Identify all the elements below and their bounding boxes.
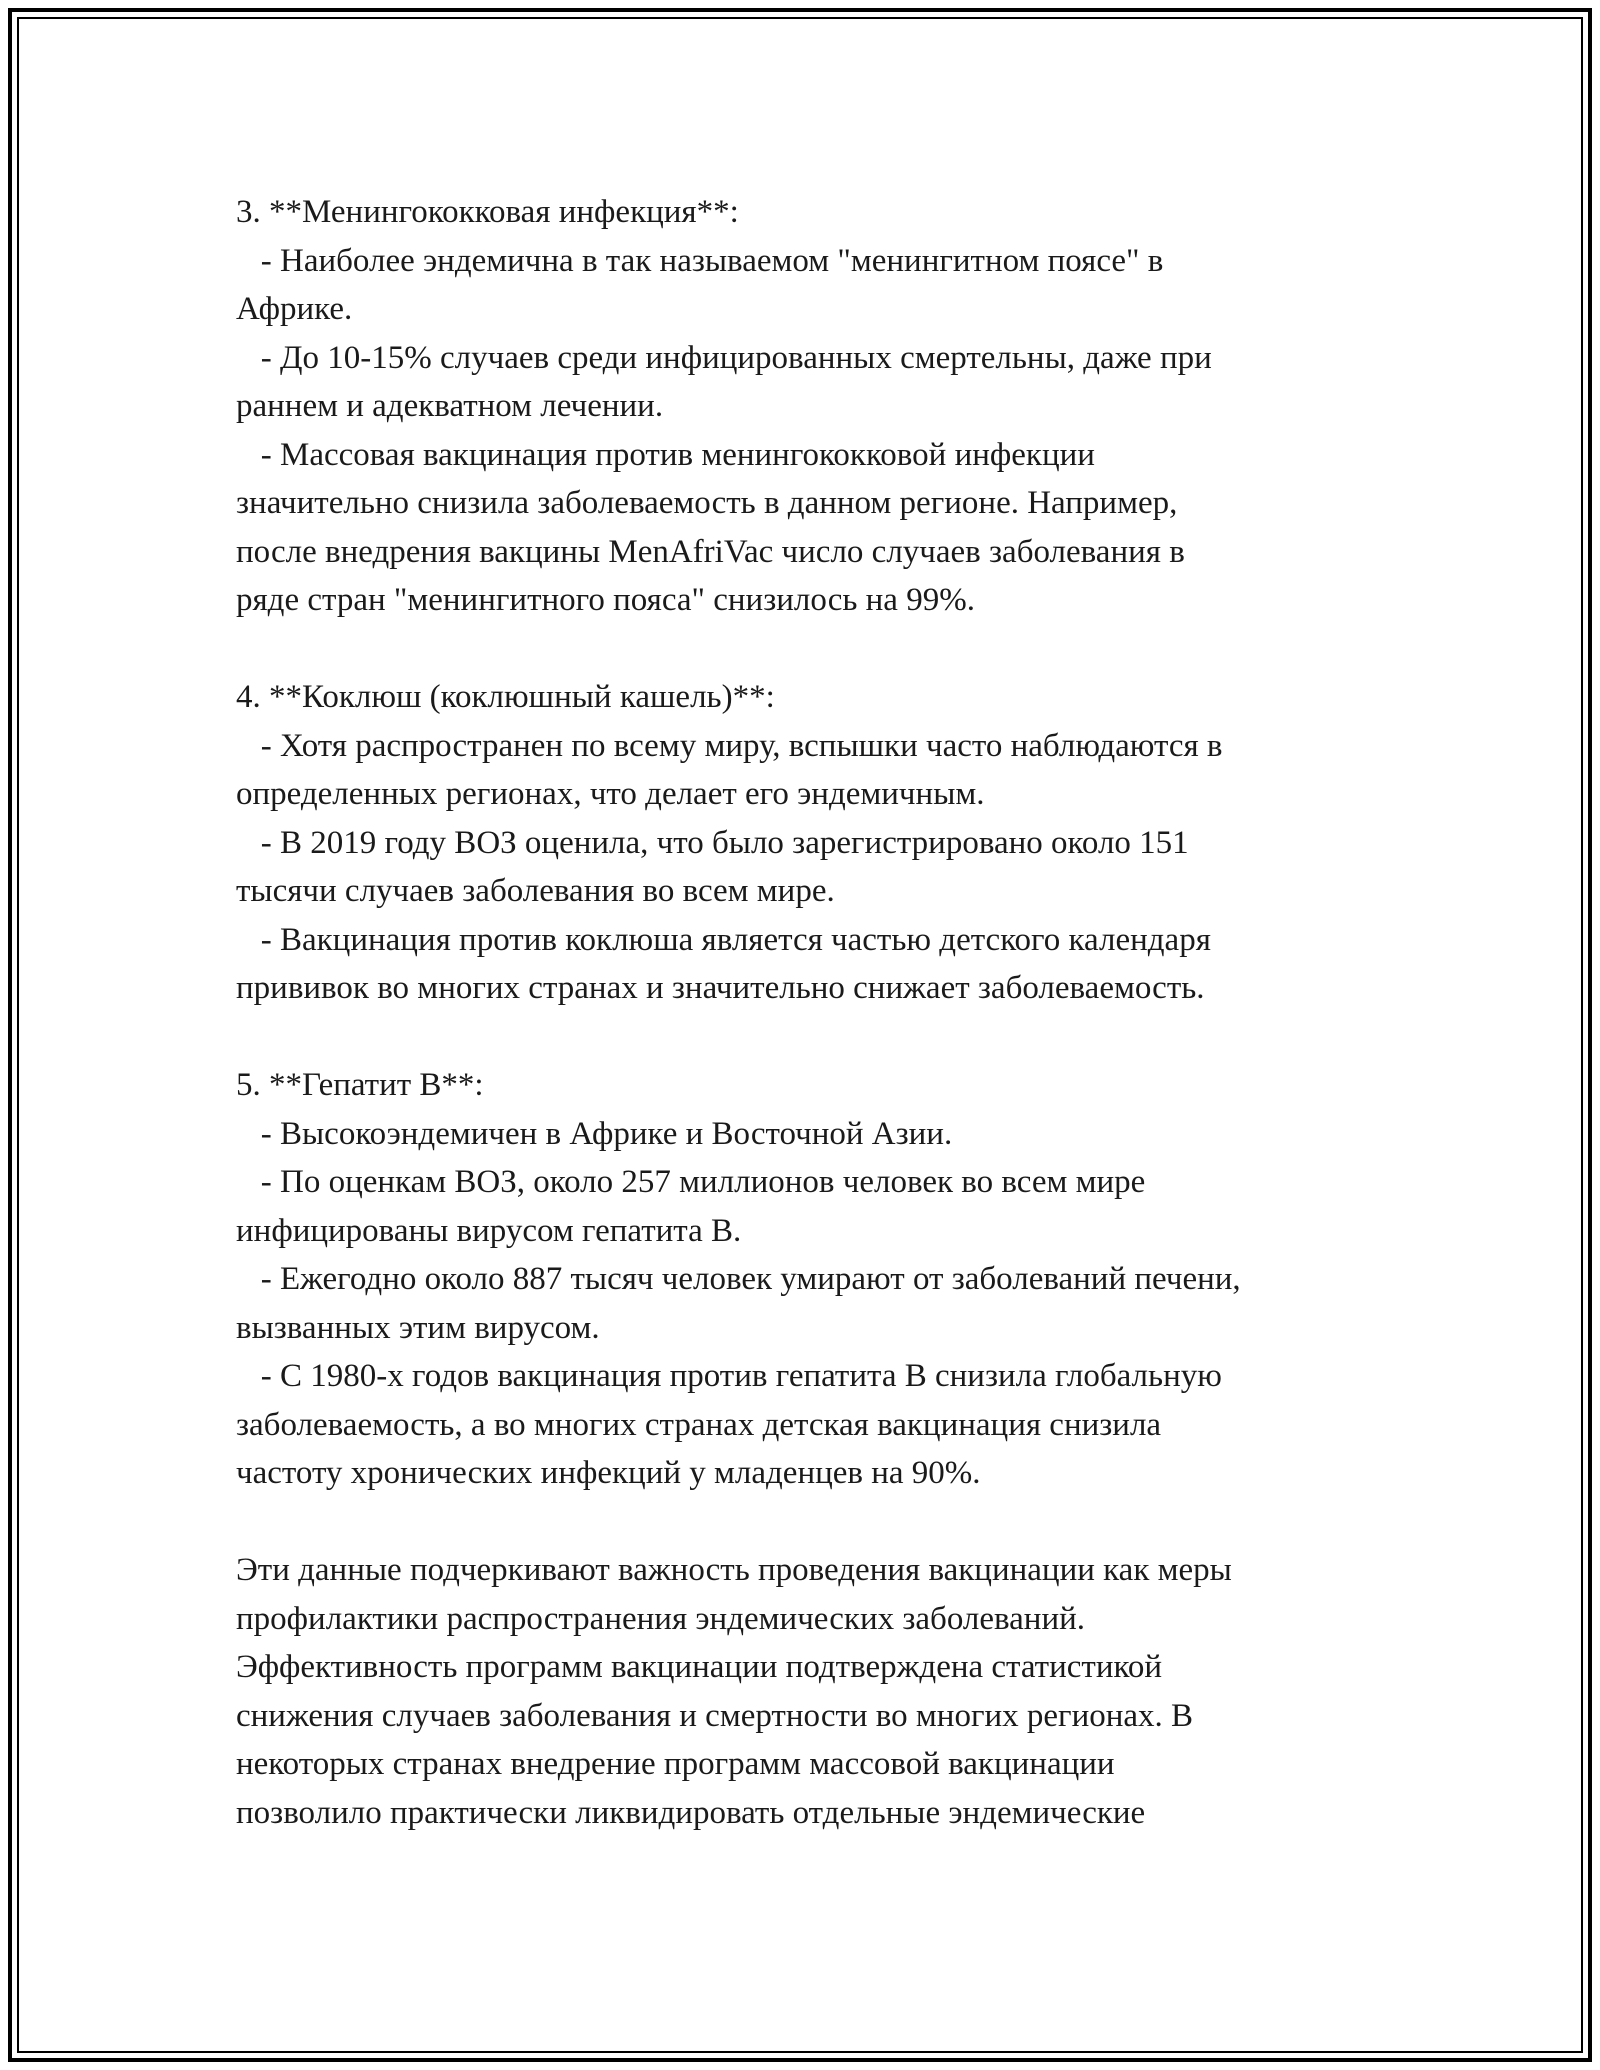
text-line: - Высокоэндемичен в Африке и Восточной Азии. xyxy=(236,1115,953,1152)
text-line: тысячи случаев заболевания во всем мире. xyxy=(236,873,835,909)
text-line: Эффективность программ вакцинации подтверждена статистикой xyxy=(236,1649,1162,1685)
section-pertussis xyxy=(236,673,1376,1013)
text-line: определенных регионах, что делает его эндемичным. xyxy=(236,776,985,812)
text-line: - С 1980-х годов вакцинация против гепатита B снизила глобальную xyxy=(236,1358,1222,1394)
text-line: вызванных этим вирусом. xyxy=(236,1309,600,1346)
text-line: раннем и адекватном лечении. xyxy=(236,388,664,424)
text-line: - По оценкам ВОЗ, около 257 миллионов человек во всем мире xyxy=(236,1164,1146,1200)
text-line: снижения случаев заболевания и смертности во многих регионах. В xyxy=(236,1697,1194,1734)
section-heading: 4. **Коклюш (коклюшный кашель)**: xyxy=(236,679,775,715)
text-line: - В 2019 году ВОЗ оценила, что было зарегистрировано около 151 xyxy=(236,824,1189,861)
text-line: ряде стран "менингитного пояса" снизилось на 99%. xyxy=(236,582,975,618)
text-line: - Хотя распространен по всему миру, вспышки часто наблюдаются в xyxy=(236,727,1223,764)
text-line: - Массовая вакцинация против менингококковой инфекции xyxy=(236,436,1095,473)
section-meningococcal xyxy=(236,188,1376,625)
text-line: инфицированы вирусом гепатита B. xyxy=(236,1212,742,1249)
text-line: - Вакцинация против коклюша является частью детского календаря xyxy=(236,921,1211,958)
section-heading: 5. **Гепатит B**: xyxy=(236,1067,484,1103)
text-line: после внедрения вакцины MenAfriVac число случаев заболевания в xyxy=(236,533,1185,570)
text-line: Африке. xyxy=(236,291,353,327)
text-line: - До 10-15% случаев среди инфицированных смертельны, даже при xyxy=(236,339,1212,376)
text-line: профилактики распространения эндемических заболеваний. xyxy=(236,1600,1086,1637)
document-body xyxy=(236,188,1376,1837)
text-line: Эти данные подчеркивают важность проведения вакцинации как меры xyxy=(236,1552,1232,1588)
section-heading: 3. **Менингококковая инфекция**: xyxy=(236,194,739,230)
text-line: прививок во многих странах и значительно снижает заболеваемость. xyxy=(236,970,1205,1006)
text-line: некоторых странах внедрение программ массовой вакцинации xyxy=(236,1746,1115,1782)
text-line: - Ежегодно около 887 тысяч человек умирают от заболеваний печени, xyxy=(236,1261,1241,1297)
section-hepatitis-b xyxy=(236,1061,1376,1498)
text-line: позволило практически ликвидировать отдельные эндемические xyxy=(236,1794,1146,1831)
text-line: частоту хронических инфекций у младенцев на 90%. xyxy=(236,1455,981,1491)
text-line: значительно снизила заболеваемость в данном регионе. Например, xyxy=(236,485,1178,521)
section-conclusion xyxy=(236,1546,1376,1837)
text-line: - Наиболее эндемична в так называемом "менингитном поясе" в xyxy=(236,242,1164,279)
text-line: заболеваемость, а во многих странах детская вакцинация снизила xyxy=(236,1406,1162,1443)
